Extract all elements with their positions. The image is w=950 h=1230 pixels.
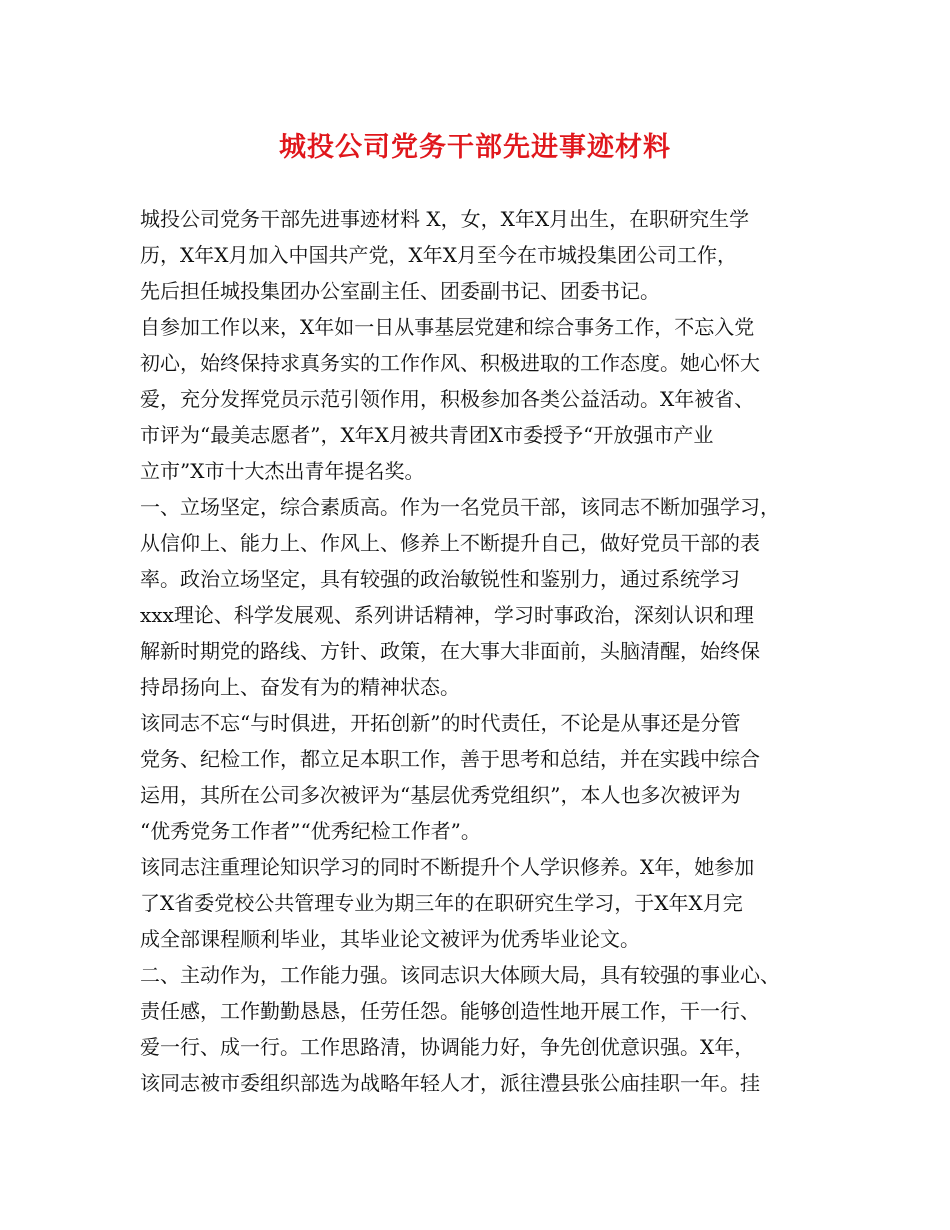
text-line: 党务、纪检工作，都立足本职工作，善于思考和总结，并在实践中综合: [140, 747, 760, 771]
document-body: [140, 201, 820, 1101]
text-line: 二、主动作为，工作能力强。该同志识大体顾大局，具有较强的事业心、: [140, 963, 780, 987]
text-line: 一、立场坚定，综合素质高。作为一名党员干部，该同志不断加强学习，: [140, 495, 780, 519]
text-line: 解新时期党的路线、方针、政策，在大事大非面前，头脑清醒，始终保: [140, 639, 760, 663]
text-line: “优秀党务工作者”“优秀纪检工作者”。: [140, 819, 481, 843]
document-title: 城投公司党务干部先进事迹材料: [279, 132, 671, 163]
text-line: xxx理论、科学发展观、系列讲话精神，学习时事政治，深刻认识和理: [140, 603, 754, 627]
text-line: 自参加工作以来，X年如一日从事基层党建和综合事务工作，不忘入党: [140, 315, 755, 339]
text-line: 先后担任城投集团办公室副主任、团委副书记、团委书记。: [140, 279, 660, 303]
text-line: 该同志注重理论知识学习的同时不断提升个人学识修养。X年，她参加: [140, 855, 755, 879]
text-line: 该同志被市委组织部选为战略年轻人才，派往澧县张公庙挂职一年。挂: [140, 1071, 760, 1095]
text-line: 持昂扬向上、奋发有为的精神状态。: [140, 675, 460, 699]
text-line: 历，X年X月加入中国共产党，X年X月至今在市城投集团公司工作，: [140, 243, 737, 267]
text-line: 该同志不忘“与时俱进，开拓创新”的时代责任，不论是从事还是分管: [140, 711, 741, 735]
text-line: 初心，始终保持求真务实的工作作风、积极进取的工作态度。她心怀大: [140, 351, 760, 375]
text-line: 市评为“最美志愿者”，X年X月被共青团X市委授予“开放强市产业: [140, 423, 714, 447]
text-line: 爱一行、成一行。工作思路清，协调能力好，争先创优意识强。X年，: [140, 1035, 755, 1059]
text-line: 立市”X市十大杰出青年提名奖。: [140, 459, 425, 483]
text-line: 率。政治立场坚定，具有较强的政治敏锐性和鉴别力，通过系统学习: [140, 567, 740, 591]
text-line: 从信仰上、能力上、作风上、修养上不断提升自己，做好党员干部的表: [140, 531, 760, 555]
text-line: 城投公司党务干部先进事迹材料 X，女，X年X月出生，在职研究生学: [140, 207, 750, 231]
text-line: 了X省委党校公共管理专业为期三年的在职研究生学习，于X年X月完: [140, 891, 743, 915]
text-line: 运用，其所在公司多次被评为“基层优秀党组织”，本人也多次被评为: [140, 783, 741, 807]
text-line: 成全部课程顺利毕业，其毕业论文被评为优秀毕业论文。: [140, 927, 640, 951]
text-line: 责任感，工作勤勤恳恳，任劳任怨。能够创造性地开展工作，干一行、: [140, 999, 760, 1023]
text-line: 爱，充分发挥党员示范引领作用，积极参加各类公益活动。X年被省、: [140, 387, 755, 411]
